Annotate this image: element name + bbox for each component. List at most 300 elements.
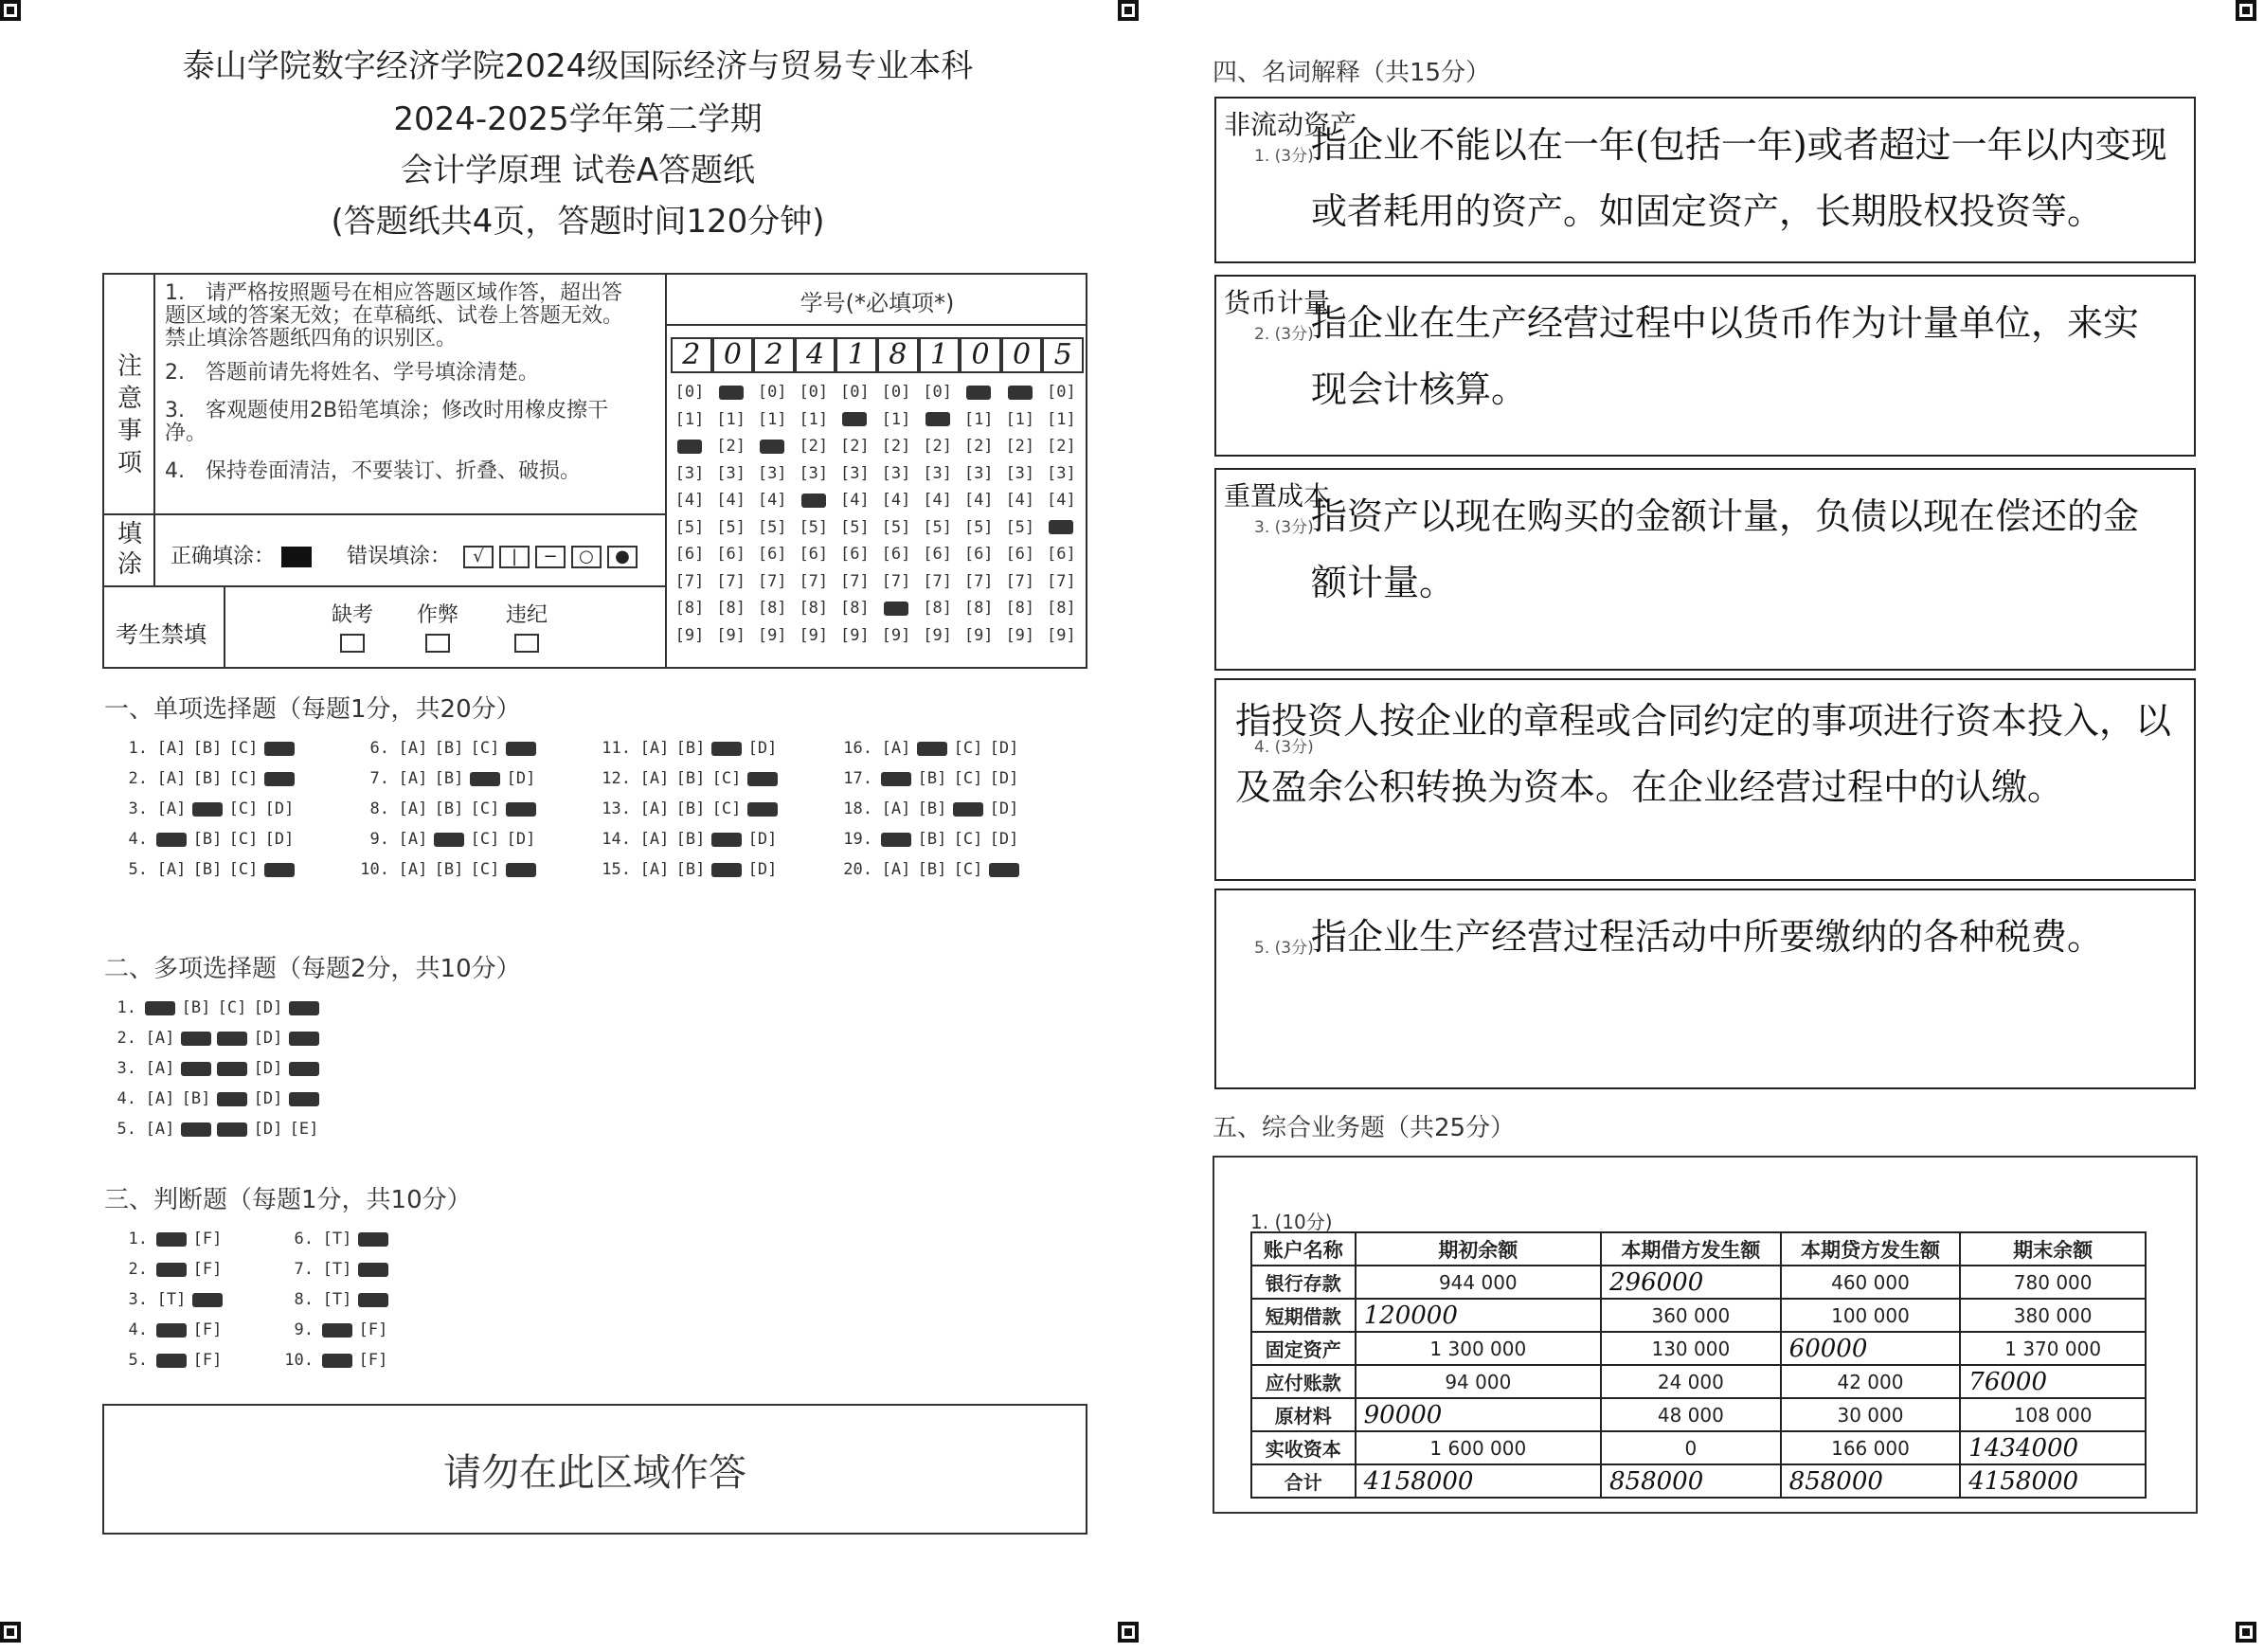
- option-bubble[interactable]: [F]: [192, 1351, 223, 1370]
- term-answer-box[interactable]: [1214, 97, 2196, 263]
- amount-cell[interactable]: 780 000: [1960, 1266, 2146, 1299]
- student-id-bubble[interactable]: [836, 410, 873, 429]
- amount-cell[interactable]: 858000: [1601, 1464, 1781, 1498]
- option-bubble[interactable]: [A]: [639, 799, 670, 818]
- student-id-bubble[interactable]: [1]: [963, 409, 994, 429]
- student-id-digit[interactable]: 4: [795, 337, 836, 373]
- student-id-bubble[interactable]: [1]: [1047, 409, 1076, 429]
- registration-mark-bottom-right: [2236, 1622, 2256, 1643]
- filled-bubble[interactable]: [264, 863, 295, 877]
- student-id-bubble[interactable]: [0]: [840, 383, 870, 402]
- option-bubble[interactable]: [B]: [917, 830, 947, 849]
- single-choice-question: [355, 799, 539, 818]
- table-row: [1251, 1464, 2146, 1498]
- student-id-bubble[interactable]: [3]: [881, 463, 911, 483]
- filled-bubble[interactable]: [747, 772, 778, 786]
- option-bubble[interactable]: [D]: [253, 1059, 283, 1078]
- student-id-bubble[interactable]: [671, 437, 709, 456]
- student-id-bubble[interactable]: [1]: [799, 409, 829, 429]
- student-id-bubble[interactable]: [8]: [1005, 599, 1035, 618]
- student-id-digit[interactable]: 0: [712, 337, 754, 373]
- option-bubble[interactable]: [D]: [747, 739, 778, 758]
- filled-bubble[interactable]: [156, 1263, 187, 1277]
- term-answer-box[interactable]: [1214, 889, 2196, 1089]
- option-bubble[interactable]: [B]: [434, 860, 464, 879]
- filled-bubble[interactable]: [989, 863, 1019, 877]
- student-id-bubble[interactable]: [960, 383, 997, 402]
- student-id-bubble[interactable]: [7]: [881, 571, 911, 591]
- student-id-bubble[interactable]: [9]: [799, 625, 829, 645]
- filled-bubble[interactable]: [156, 1232, 187, 1247]
- student-id-bubble[interactable]: [0]: [674, 383, 705, 402]
- filled-bubble[interactable]: [917, 742, 947, 756]
- option-bubble[interactable]: [B]: [917, 860, 947, 879]
- student-id-bubble[interactable]: [0]: [757, 383, 787, 402]
- notice-label-cell: [102, 273, 155, 513]
- filled-bubble[interactable]: [506, 742, 536, 756]
- no-answer-text: 请勿在此区域作答: [443, 1450, 746, 1495]
- student-id-bubble[interactable]: [5]: [799, 517, 829, 537]
- student-id-bubble[interactable]: [5]: [1005, 517, 1035, 537]
- option-bubble[interactable]: [D]: [989, 799, 1019, 818]
- filled-bubble[interactable]: [192, 802, 223, 817]
- true-false-question: [279, 1351, 391, 1370]
- option-bubble[interactable]: [A]: [881, 860, 911, 879]
- student-id-bubble[interactable]: [7]: [923, 571, 952, 591]
- filled-bubble[interactable]: [470, 772, 500, 786]
- option-bubble[interactable]: [D]: [747, 830, 778, 849]
- option-bubble[interactable]: [C]: [953, 830, 983, 849]
- option-bubble[interactable]: [D]: [253, 1029, 283, 1048]
- student-id-bubble[interactable]: [3]: [963, 463, 994, 483]
- filled-bubble[interactable]: [156, 833, 187, 847]
- student-id-bubble[interactable]: [9]: [674, 625, 705, 645]
- option-bubble[interactable]: [B]: [192, 769, 223, 788]
- student-id-bubble[interactable]: [2]: [840, 437, 870, 456]
- student-id-bubble[interactable]: [5]: [963, 517, 994, 537]
- option-bubble[interactable]: [C]: [228, 860, 259, 879]
- amount-cell[interactable]: 76000: [1960, 1365, 2146, 1398]
- filled-bubble[interactable]: [711, 863, 742, 877]
- student-id-bubble[interactable]: [3]: [1005, 463, 1035, 483]
- registration-mark-top-left: [0, 0, 21, 21]
- amount-cell[interactable]: 108 000: [1960, 1398, 2146, 1431]
- student-id-digit[interactable]: 0: [960, 337, 1001, 373]
- option-bubble[interactable]: [D]: [264, 799, 295, 818]
- table-header-cell: 期初余额: [1356, 1232, 1601, 1266]
- option-bubble[interactable]: [B]: [917, 799, 947, 818]
- filled-bubble[interactable]: [953, 802, 983, 817]
- student-id-bubble[interactable]: [7]: [840, 571, 870, 591]
- student-id-bubble[interactable]: [6]: [881, 545, 911, 564]
- option-bubble[interactable]: [T]: [156, 1290, 187, 1309]
- filled-bubble[interactable]: [217, 1122, 247, 1137]
- filled-bubble[interactable]: [181, 1062, 211, 1076]
- option-bubble[interactable]: [C]: [470, 860, 500, 879]
- student-id-digit[interactable]: 1: [919, 337, 961, 373]
- amount-cell[interactable]: 1 600 000: [1356, 1431, 1601, 1464]
- option-bubble[interactable]: [A]: [156, 739, 187, 758]
- filled-bubble[interactable]: [434, 833, 464, 847]
- ban-violation-checkbox[interactable]: [514, 634, 539, 653]
- student-id-bubble[interactable]: [2]: [881, 437, 911, 456]
- option-bubble[interactable]: [B]: [434, 769, 464, 788]
- student-id-bubble[interactable]: [9]: [923, 625, 952, 645]
- option-bubble[interactable]: [C]: [953, 860, 983, 879]
- option-bubble[interactable]: [B]: [917, 769, 947, 788]
- student-id-bubble[interactable]: [5]: [757, 517, 787, 537]
- true-false-question: [279, 1290, 391, 1309]
- option-bubble[interactable]: [D]: [253, 1120, 283, 1139]
- student-id-bubble[interactable]: [6]: [840, 545, 870, 564]
- amount-cell[interactable]: 166 000: [1781, 1431, 1961, 1464]
- filled-bubble[interactable]: [289, 1001, 319, 1015]
- amount-cell[interactable]: 1 370 000: [1960, 1332, 2146, 1365]
- option-bubble[interactable]: [D]: [506, 769, 536, 788]
- option-bubble[interactable]: [A]: [398, 830, 428, 849]
- student-id-bubble[interactable]: [877, 599, 915, 618]
- filled-bubble[interactable]: [358, 1293, 388, 1307]
- option-bubble[interactable]: [C]: [470, 799, 500, 818]
- option-bubble[interactable]: [F]: [358, 1320, 388, 1339]
- option-bubble[interactable]: [D]: [264, 830, 295, 849]
- amount-cell[interactable]: 944 000: [1356, 1266, 1601, 1299]
- student-id-bubble[interactable]: [1042, 518, 1080, 537]
- section3-title: 三、判断题（每题1分，共10分）: [104, 1186, 472, 1214]
- student-id-bubble[interactable]: [6]: [1047, 545, 1076, 564]
- student-id-bubble[interactable]: [9]: [1047, 625, 1076, 645]
- student-id-digit[interactable]: 0: [1001, 337, 1043, 373]
- student-id-bubble[interactable]: [5]: [716, 517, 746, 537]
- student-id-bubble[interactable]: [4]: [674, 491, 705, 510]
- option-bubble[interactable]: [B]: [192, 860, 223, 879]
- amount-cell[interactable]: 360 000: [1601, 1299, 1781, 1332]
- option-bubble[interactable]: [B]: [434, 799, 464, 818]
- student-id-digit[interactable]: 8: [877, 337, 919, 373]
- student-id-bubble[interactable]: [4]: [716, 491, 746, 510]
- single-choice-question: [838, 769, 1022, 788]
- option-bubble[interactable]: [A]: [145, 1120, 175, 1139]
- student-id-bubble[interactable]: [7]: [716, 571, 746, 591]
- option-bubble[interactable]: [B]: [434, 739, 464, 758]
- student-id-bubble[interactable]: [6]: [799, 545, 829, 564]
- ban-violation[interactable]: 违纪: [498, 599, 555, 653]
- option-bubble[interactable]: [T]: [322, 1290, 352, 1309]
- term-answer-box[interactable]: [1214, 275, 2196, 457]
- option-bubble[interactable]: [B]: [675, 739, 706, 758]
- student-id-bubble[interactable]: [4]: [1047, 491, 1076, 510]
- student-id-bubble[interactable]: [6]: [757, 545, 787, 564]
- amount-cell[interactable]: 858000: [1781, 1464, 1961, 1498]
- student-id-bubble[interactable]: [8]: [757, 599, 787, 618]
- student-id-bubble[interactable]: [753, 437, 791, 456]
- correct-fill-label: 正确填涂：: [171, 545, 276, 568]
- notice-item-1: 1. 请严格按照题号在相应答题区域作答，超出答题区域的答案无效；在草稿纸、试卷上答题无效。禁止填涂答题纸四角的识别区。: [165, 281, 624, 350]
- notice-label-char: 意: [117, 385, 142, 413]
- filled-bubble[interactable]: [217, 1032, 247, 1046]
- student-id-bubble[interactable]: [7]: [1005, 571, 1035, 591]
- student-id-bubble[interactable]: [9]: [840, 625, 870, 645]
- option-bubble[interactable]: [C]: [953, 739, 983, 758]
- option-bubble[interactable]: [A]: [881, 799, 911, 818]
- ban-absent[interactable]: 缺考: [324, 599, 381, 653]
- option-bubble[interactable]: [D]: [989, 739, 1019, 758]
- student-id-bubble[interactable]: [8]: [840, 599, 870, 618]
- option-bubble[interactable]: [E]: [289, 1120, 319, 1139]
- student-id-bubble[interactable]: [1]: [881, 409, 911, 429]
- student-id-bubble[interactable]: [4]: [840, 491, 870, 510]
- amount-cell[interactable]: 100 000: [1781, 1299, 1961, 1332]
- student-id-bubble[interactable]: [3]: [840, 463, 870, 483]
- option-bubble[interactable]: [B]: [675, 860, 706, 879]
- option-bubble[interactable]: [A]: [398, 860, 428, 879]
- student-id-bubble[interactable]: [5]: [923, 517, 952, 537]
- amount-cell[interactable]: 1 300 000: [1356, 1332, 1601, 1365]
- filled-bubble[interactable]: [322, 1323, 352, 1338]
- option-bubble[interactable]: [D]: [253, 1089, 283, 1108]
- student-id-bubble[interactable]: [0]: [881, 383, 911, 402]
- student-id-bubble[interactable]: [1]: [1005, 409, 1035, 429]
- option-bubble[interactable]: [C]: [228, 799, 259, 818]
- student-id-digit[interactable]: 2: [671, 337, 712, 373]
- student-id-bubble[interactable]: [6]: [674, 545, 705, 564]
- student-id-bubble[interactable]: [1]: [757, 409, 787, 429]
- amount-cell[interactable]: 1434000: [1960, 1431, 2146, 1464]
- table-row: [1251, 1431, 2146, 1464]
- question-number: 2.: [128, 769, 148, 788]
- table-header-cell: 本期借方发生额: [1601, 1232, 1781, 1266]
- amount-cell[interactable]: 4158000: [1960, 1464, 2146, 1498]
- option-bubble[interactable]: [F]: [192, 1320, 223, 1339]
- student-id-bubble[interactable]: [2]: [1005, 437, 1035, 456]
- filled-bubble[interactable]: [358, 1263, 388, 1277]
- filled-bubble[interactable]: [181, 1032, 211, 1046]
- amount-cell[interactable]: 24 000: [1601, 1365, 1781, 1398]
- ban-cheat[interactable]: 作弊: [409, 599, 466, 653]
- option-bubble[interactable]: [C]: [228, 769, 259, 788]
- student-id-bubble[interactable]: [712, 383, 750, 402]
- filled-bubble[interactable]: [358, 1232, 388, 1247]
- option-bubble[interactable]: [A]: [156, 799, 187, 818]
- amount-cell[interactable]: 60000: [1781, 1332, 1961, 1365]
- option-bubble[interactable]: [C]: [711, 769, 742, 788]
- student-id-bubble[interactable]: [8]: [1047, 599, 1076, 618]
- student-id-bubble[interactable]: [5]: [674, 517, 705, 537]
- student-id-bubble[interactable]: [6]: [1005, 545, 1035, 564]
- option-bubble[interactable]: [B]: [181, 998, 211, 1017]
- option-bubble[interactable]: [F]: [358, 1351, 388, 1370]
- option-bubble[interactable]: [D]: [253, 998, 283, 1017]
- student-id-digit[interactable]: 5: [1042, 337, 1084, 373]
- option-bubble[interactable]: [T]: [322, 1260, 352, 1279]
- option-bubble[interactable]: [C]: [228, 739, 259, 758]
- filled-bubble[interactable]: [881, 833, 911, 847]
- student-id-bubble[interactable]: [5]: [881, 517, 911, 537]
- student-id-bubble[interactable]: [6]: [716, 545, 746, 564]
- question-number: 3.: [128, 799, 148, 818]
- student-id-bubble[interactable]: [4]: [963, 491, 994, 510]
- option-bubble[interactable]: [D]: [989, 830, 1019, 849]
- amount-cell[interactable]: 30 000: [1781, 1398, 1961, 1431]
- student-id-bubble[interactable]: [0]: [923, 383, 952, 402]
- option-bubble[interactable]: [C]: [711, 799, 742, 818]
- option-bubble[interactable]: [A]: [156, 769, 187, 788]
- student-id-bubble[interactable]: [9]: [963, 625, 994, 645]
- option-bubble[interactable]: [B]: [181, 1089, 211, 1108]
- amount-cell[interactable]: 0: [1601, 1431, 1781, 1464]
- option-bubble[interactable]: [A]: [398, 739, 428, 758]
- student-id-bubble[interactable]: [7]: [674, 571, 705, 591]
- filled-bubble[interactable]: [192, 1293, 223, 1307]
- option-bubble[interactable]: [A]: [639, 860, 670, 879]
- student-id-bubble[interactable]: [1]: [674, 409, 705, 429]
- option-bubble[interactable]: [C]: [470, 739, 500, 758]
- student-id-bubble[interactable]: [1]: [716, 409, 746, 429]
- filled-bubble[interactable]: [181, 1122, 211, 1137]
- filled-bubble[interactable]: [881, 772, 911, 786]
- option-bubble[interactable]: [D]: [747, 860, 778, 879]
- single-choice-question: [355, 739, 539, 758]
- student-id-bubble[interactable]: [2]: [716, 437, 746, 456]
- student-id-bubble[interactable]: [3]: [716, 463, 746, 483]
- student-id-bubble[interactable]: [7]: [757, 571, 787, 591]
- student-id-bubble[interactable]: [3]: [799, 463, 829, 483]
- option-bubble[interactable]: [A]: [881, 739, 911, 758]
- exam-title-line2: 2024-2025学年第二学期: [393, 100, 763, 138]
- amount-cell[interactable]: 380 000: [1960, 1299, 2146, 1332]
- option-bubble[interactable]: [B]: [675, 830, 706, 849]
- term-answer-box[interactable]: [1214, 678, 2196, 881]
- student-id-bubble[interactable]: [3]: [757, 463, 787, 483]
- filled-bubble[interactable]: [289, 1032, 319, 1046]
- option-bubble[interactable]: [C]: [953, 769, 983, 788]
- amount-cell[interactable]: 42 000: [1781, 1365, 1961, 1398]
- ban-cheat-checkbox[interactable]: [425, 634, 450, 653]
- student-id-bubble[interactable]: [9]: [1005, 625, 1035, 645]
- filled-bubble[interactable]: [156, 1354, 187, 1368]
- filled-bubble[interactable]: [506, 802, 536, 817]
- ban-absent-checkbox[interactable]: [340, 634, 365, 653]
- option-bubble[interactable]: [T]: [322, 1230, 352, 1248]
- student-id-bubble[interactable]: [7]: [799, 571, 829, 591]
- option-bubble[interactable]: [F]: [192, 1260, 223, 1279]
- option-bubble[interactable]: [A]: [156, 860, 187, 879]
- wrong-fill-label: 错误填涂：: [347, 545, 452, 568]
- student-id-bubble[interactable]: [5]: [840, 517, 870, 537]
- question-number: 15.: [602, 860, 631, 879]
- option-bubble[interactable]: [A]: [145, 1029, 175, 1048]
- student-id-bubble[interactable]: [2]: [1047, 437, 1076, 456]
- option-bubble[interactable]: [B]: [192, 830, 223, 849]
- amount-cell[interactable]: 48 000: [1601, 1398, 1781, 1431]
- filled-bubble[interactable]: [289, 1062, 319, 1076]
- filled-bubble[interactable]: [264, 742, 295, 756]
- student-id-bubble[interactable]: [1001, 383, 1039, 402]
- student-id-bubble[interactable]: [8]: [674, 599, 705, 618]
- term-answer-box[interactable]: [1214, 468, 2196, 671]
- student-id-bubble[interactable]: [919, 410, 957, 429]
- student-id-bubble[interactable]: [9]: [716, 625, 746, 645]
- student-id-bubble[interactable]: [4]: [757, 491, 787, 510]
- student-id-bubble[interactable]: [4]: [923, 491, 952, 510]
- student-id-bubble[interactable]: [4]: [1005, 491, 1035, 510]
- option-bubble[interactable]: [C]: [217, 998, 247, 1017]
- student-id-bubble[interactable]: [795, 491, 833, 510]
- student-id-bubble[interactable]: [7]: [963, 571, 994, 591]
- student-id-bubble[interactable]: [0]: [799, 383, 829, 402]
- option-bubble[interactable]: [A]: [639, 830, 670, 849]
- amount-cell[interactable]: 130 000: [1601, 1332, 1781, 1365]
- student-id-bubble[interactable]: [9]: [881, 625, 911, 645]
- option-bubble[interactable]: [D]: [989, 769, 1019, 788]
- filled-bubble[interactable]: [156, 1323, 187, 1338]
- filled-bubble[interactable]: [711, 742, 742, 756]
- filled-bubble[interactable]: [289, 1092, 319, 1106]
- amount-cell[interactable]: 4158000: [1356, 1464, 1601, 1498]
- option-bubble[interactable]: [B]: [675, 769, 706, 788]
- student-id-bubble[interactable]: [2]: [799, 437, 829, 456]
- amount-cell[interactable]: 94 000: [1356, 1365, 1601, 1398]
- student-id-bubble[interactable]: [2]: [963, 437, 994, 456]
- option-bubble[interactable]: [A]: [145, 1059, 175, 1078]
- student-id-bubble[interactable]: [0]: [1047, 383, 1076, 402]
- filled-bubble[interactable]: [506, 863, 536, 877]
- filled-bubble[interactable]: [264, 772, 295, 786]
- student-id-bubble[interactable]: [9]: [757, 625, 787, 645]
- option-bubble[interactable]: [B]: [192, 739, 223, 758]
- amount-cell[interactable]: 460 000: [1781, 1266, 1961, 1299]
- option-bubble[interactable]: [A]: [639, 769, 670, 788]
- filled-bubble[interactable]: [711, 833, 742, 847]
- filled-bubble[interactable]: [322, 1354, 352, 1368]
- student-id-digit[interactable]: 2: [753, 337, 795, 373]
- filled-bubble[interactable]: [217, 1062, 247, 1076]
- student-id-bubble[interactable]: [8]: [963, 599, 994, 618]
- amount-cell[interactable]: 120000: [1356, 1299, 1601, 1332]
- option-bubble[interactable]: [A]: [398, 769, 428, 788]
- student-id-bubble[interactable]: [8]: [799, 599, 829, 618]
- option-bubble[interactable]: [A]: [145, 1089, 175, 1108]
- true-false-question: [114, 1260, 225, 1279]
- option-bubble[interactable]: [C]: [470, 830, 500, 849]
- option-bubble[interactable]: [A]: [398, 799, 428, 818]
- single-choice-question: [597, 739, 781, 758]
- student-id-bubble[interactable]: [6]: [923, 545, 952, 564]
- option-bubble[interactable]: [B]: [675, 799, 706, 818]
- option-bubble[interactable]: [A]: [639, 739, 670, 758]
- amount-cell[interactable]: 296000: [1601, 1266, 1781, 1299]
- student-id-bubble[interactable]: [3]: [923, 463, 952, 483]
- option-bubble[interactable]: [C]: [228, 830, 259, 849]
- student-id-bubble[interactable]: [6]: [963, 545, 994, 564]
- option-bubble[interactable]: [F]: [192, 1230, 223, 1248]
- filled-bubble[interactable]: [217, 1092, 247, 1106]
- option-bubble[interactable]: [D]: [506, 830, 536, 849]
- student-id-digit[interactable]: 1: [836, 337, 877, 373]
- student-id-bubble[interactable]: [7]: [1047, 571, 1076, 591]
- student-id-bubble[interactable]: [8]: [716, 599, 746, 618]
- student-id-bubble[interactable]: [2]: [923, 437, 952, 456]
- filled-bubble[interactable]: [145, 1001, 175, 1015]
- filled-bubble[interactable]: [747, 802, 778, 817]
- amount-cell[interactable]: 90000: [1356, 1398, 1601, 1431]
- student-id-bubble[interactable]: [3]: [674, 463, 705, 483]
- student-id-bubble[interactable]: [4]: [881, 491, 911, 510]
- student-id-bubble[interactable]: [3]: [1047, 463, 1076, 483]
- single-choice-question: [355, 830, 539, 849]
- table-row: [1251, 1398, 2146, 1431]
- student-id-bubble[interactable]: [8]: [923, 599, 952, 618]
